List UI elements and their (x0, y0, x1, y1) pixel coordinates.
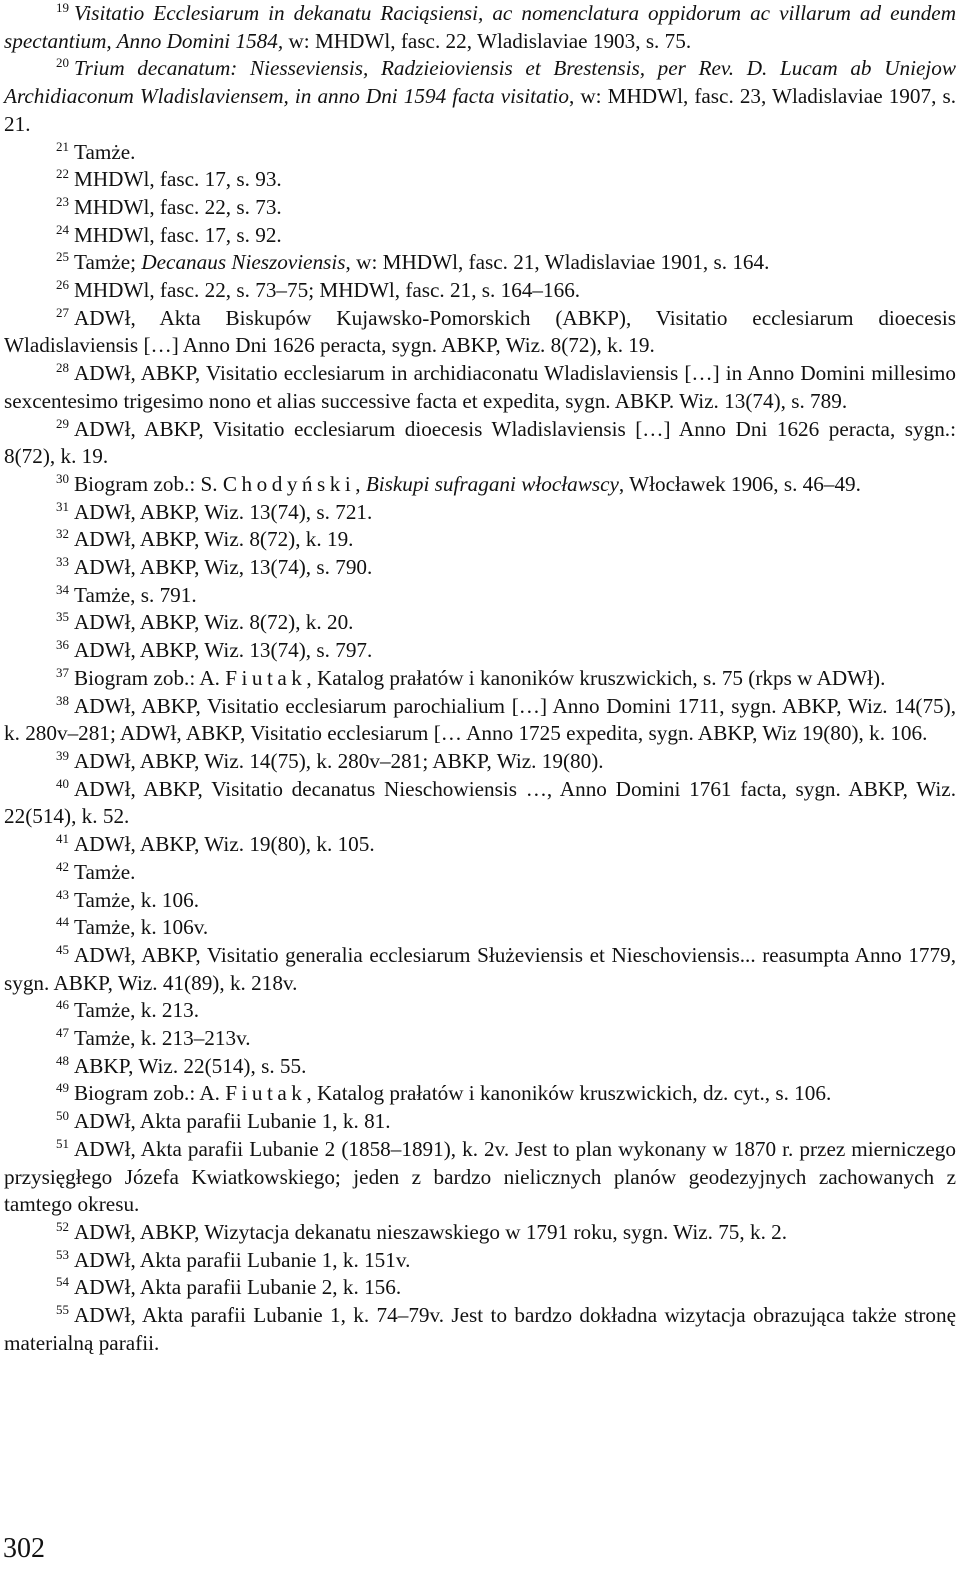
footnote-number: 41 (56, 831, 69, 847)
footnotes-list (4, 0, 956, 1357)
footnote-text: ADWł, Akta Biskupów Kujawsko-Pomorskich (ABKP), Visitatio ecclesiarum dioecesis Wladislaviensis […] Anno Dni 1626 peracta, sygn. ABKP, Wiz. 8(72), k. 19. (4, 305, 956, 358)
footnote-text: , (355, 471, 366, 496)
footnote-25 (4, 249, 956, 277)
footnote-number: 19 (56, 0, 69, 15)
footnote-number: 38 (56, 692, 69, 708)
footnote-number: 21 (56, 138, 69, 154)
footnote-36 (4, 637, 956, 665)
footnote-text: ADWł, ABKP, Wiz. 13(74), s. 721. (74, 499, 373, 524)
page-number: 302 (3, 1533, 45, 1564)
footnote-text: , Włocławek 1906, s. 46–49. (618, 471, 861, 496)
footnote-number: 45 (56, 941, 69, 957)
footnote-number: 25 (56, 249, 69, 265)
footnote-38 (4, 693, 956, 748)
footnote-47 (4, 1025, 956, 1053)
footnote-number: 20 (56, 55, 69, 71)
footnote-number: 53 (56, 1246, 69, 1262)
footnote-number: 22 (56, 166, 69, 182)
footnote-text: Tamże. (74, 139, 136, 164)
footnote-49 (4, 1080, 956, 1108)
footnote-text: MHDWl, fasc. 17, s. 92. (74, 222, 282, 247)
footnote-text: , w: MHDWl, fasc. 21, Wladislaviae 1901, s. 164. (345, 250, 770, 275)
footnote-45 (4, 942, 956, 997)
footnote-number: 48 (56, 1052, 69, 1068)
footnote-text: Tamże, s. 791. (74, 582, 197, 607)
footnote-text: , w: MHDWl, fasc. 23, Wladislaviae 1907, s. 21. (4, 84, 956, 136)
footnote-number: 34 (56, 581, 69, 597)
footnote-text: ADWł, ABKP, Visitatio ecclesiarum dioecesis Wladislaviensis […] Anno Dni 1626 peracta, sygn.: 8(72), k. 19. (4, 416, 956, 469)
footnote-number: 46 (56, 997, 69, 1013)
footnote-text: ADWł, ABKP, Wiz. 19(80), k. 105. (74, 832, 375, 857)
footnote-text: ADWł, ABKP, Wiz, 13(74), s. 790. (74, 555, 373, 580)
footnote-author-spaced: Fiutak (225, 1081, 307, 1106)
footnote-46 (4, 997, 956, 1025)
footnote-text: Biogram zob.: A. (74, 665, 226, 690)
footnote-number: 37 (56, 664, 69, 680)
footnote-54 (4, 1274, 956, 1302)
footnote-22 (4, 166, 956, 194)
footnote-number: 36 (56, 637, 69, 653)
footnote-41 (4, 831, 956, 859)
footnote-text: ADWł, ABKP, Wizytacja dekanatu nieszawskiego w 1791 roku, sygn. Wiz. 75, k. 2. (74, 1219, 788, 1244)
footnote-text: w: MHDWl, fasc. 22, Wladislaviae 1903, s. 75. (283, 28, 692, 53)
footnote-number: 42 (56, 858, 69, 874)
footnote-29 (4, 416, 956, 471)
footnote-number: 35 (56, 609, 69, 625)
footnote-text: Tamże, k. 106v. (74, 915, 209, 940)
footnote-text: Tamże, k. 213–213v. (74, 1026, 251, 1051)
footnote-number: 31 (56, 498, 69, 514)
footnote-number: 51 (56, 1135, 69, 1151)
footnote-number: 24 (56, 221, 69, 237)
footnote-55 (4, 1302, 956, 1357)
footnote-27 (4, 305, 956, 360)
footnote-text: ADWł, ABKP, Wiz. 8(72), k. 20. (74, 610, 354, 635)
footnote-44 (4, 914, 956, 942)
footnote-20 (4, 55, 956, 138)
footnote-author-spaced: Fiutak (225, 665, 307, 690)
footnote-number: 23 (56, 193, 69, 209)
footnote-text: Biogram zob.: S. (74, 471, 223, 496)
footnote-text: ADWł, ABKP, Wiz. 8(72), k. 19. (74, 527, 354, 552)
footnote-italic-text: Decanaus Nieszoviensis (141, 250, 346, 275)
footnote-number: 54 (56, 1274, 69, 1290)
footnote-52 (4, 1219, 956, 1247)
footnote-text: , Katalog prałatów i kanoników kruszwickich, dz. cyt., s. 106. (306, 1081, 832, 1106)
footnote-text: ADWł, Akta parafii Lubanie 2 (1858–1891), k. 2v. Jest to plan wykonany w 1870 r. przez mierniczego przysięgłego Józefa Kwiatkowskiego; jeden z bardzo nielicznych planów geodezyjnych zachowanych z tamtego okresu. (4, 1136, 956, 1217)
footnote-text: MHDWl, fasc. 22, s. 73. (74, 194, 282, 219)
footnote-48 (4, 1053, 956, 1081)
footnote-text: ADWł, ABKP, Wiz. 13(74), s. 797. (74, 638, 373, 663)
footnote-50 (4, 1108, 956, 1136)
footnote-text: Tamże; (74, 250, 142, 275)
footnote-51 (4, 1136, 956, 1219)
footnote-number: 28 (56, 360, 69, 376)
footnote-number: 29 (56, 415, 69, 431)
footnote-text: ADWł, Akta parafii Lubanie 2, k. 156. (74, 1275, 402, 1300)
footnote-19 (4, 0, 956, 55)
footnote-number: 26 (56, 277, 69, 293)
footnote-text: Tamże. (74, 859, 136, 884)
footnote-37 (4, 665, 956, 693)
footnote-text: Tamże, k. 106. (74, 887, 200, 912)
footnote-text: ABKP, Wiz. 22(514), s. 55. (74, 1053, 307, 1078)
footnote-text: ADWł, Akta parafii Lubanie 1, k. 81. (74, 1109, 391, 1134)
footnote-text: ADWł, ABKP, Visitatio generalia ecclesiarum Służeviensis et Nieschoviensis... reasumpta Anno 1779, sygn. ABKP, Wiz. 41(89), k. 218v. (4, 942, 956, 995)
footnote-text: Biogram zob.: A. (74, 1081, 226, 1106)
footnote-number: 32 (56, 526, 69, 542)
footnote-text: MHDWl, fasc. 17, s. 93. (74, 167, 282, 192)
footnote-text: MHDWl, fasc. 22, s. 73–75; MHDWl, fasc. 21, s. 164–166. (74, 278, 581, 303)
footnote-number: 33 (56, 554, 69, 570)
footnote-number: 49 (56, 1080, 69, 1096)
footnote-26 (4, 277, 956, 305)
footnote-italic-text: Visitatio Ecclesiarum in dekanatu Raciąsiensi, ac nomenclatura oppidorum ac villarum ad eundem spectantium, Anno Domini 1584, (4, 1, 956, 53)
footnote-text: ADWł, ABKP, Visitatio ecclesiarum parochialium […] Anno Domini 1711, sygn. ABKP, Wiz. 14(75), k. 280v–281; ADWł, ABKP, Visitatio ecclesiarum [… Anno 1725 expedita, sygn. ABKP, Wiz 19(80), k. 106. (4, 693, 956, 746)
footnote-number: 52 (56, 1218, 69, 1234)
footnote-text: ADWł, ABKP, Wiz. 14(75), k. 280v–281; ABKP, Wiz. 19(80). (74, 748, 604, 773)
footnote-31 (4, 499, 956, 527)
footnote-text: Tamże, k. 213. (74, 998, 200, 1023)
footnote-text: ADWł, ABKP, Visitatio ecclesiarum in archidiaconatu Wladislaviensis […] in Anno Domini millesimo sexcentesimo trigesimo nono et alias successive facta et expedita, sygn. ABKP. Wiz. 13(74), s. 789. (4, 361, 956, 413)
footnote-21 (4, 139, 956, 167)
footnote-number: 40 (56, 775, 69, 791)
footnote-28 (4, 360, 956, 415)
footnote-number: 47 (56, 1025, 69, 1041)
footnote-number: 43 (56, 886, 69, 902)
footnote-35 (4, 609, 956, 637)
footnote-text: ADWł, Akta parafii Lubanie 1, k. 74–79v. Jest to bardzo dokładna wizytacja obrazująca także stronę materialną parafii. (4, 1303, 956, 1355)
footnote-39 (4, 748, 956, 776)
footnote-40 (4, 776, 956, 831)
footnote-number: 39 (56, 747, 69, 763)
footnote-number: 27 (56, 304, 69, 320)
footnote-number: 30 (56, 470, 69, 486)
footnote-text: ADWł, ABKP, Visitatio decanatus Nieschowiensis …, Anno Domini 1761 facta, sygn. ABKP, Wiz. 22(514), k. 52. (4, 776, 956, 829)
footnote-author-spaced: Chodyński (222, 471, 356, 496)
footnote-33 (4, 554, 956, 582)
footnote-53 (4, 1247, 956, 1275)
footnote-34 (4, 582, 956, 610)
footnote-italic-text: Trium decanatum: Niesseviensis, Radzieioviensis et Brestensis, per Rev. D. Lucam ab Uniejow Archidiaconum Wladislaviensem, in anno Dni 1594 facta visitatio (4, 56, 956, 109)
footnote-23 (4, 194, 956, 222)
footnote-42 (4, 859, 956, 887)
footnote-number: 44 (56, 914, 69, 930)
footnote-text: , Katalog prałatów i kanoników kruszwickich, s. 75 (rkps w ADWł). (306, 665, 886, 690)
footnote-text: ADWł, Akta parafii Lubanie 1, k. 151v. (74, 1247, 411, 1272)
footnote-italic-text: Biskupi sufragani włocławscy (365, 471, 619, 496)
footnote-30 (4, 471, 956, 499)
footnote-43 (4, 887, 956, 915)
footnote-24 (4, 222, 956, 250)
footnote-number: 55 (56, 1302, 69, 1318)
footnote-number: 50 (56, 1108, 69, 1124)
footnote-32 (4, 526, 956, 554)
